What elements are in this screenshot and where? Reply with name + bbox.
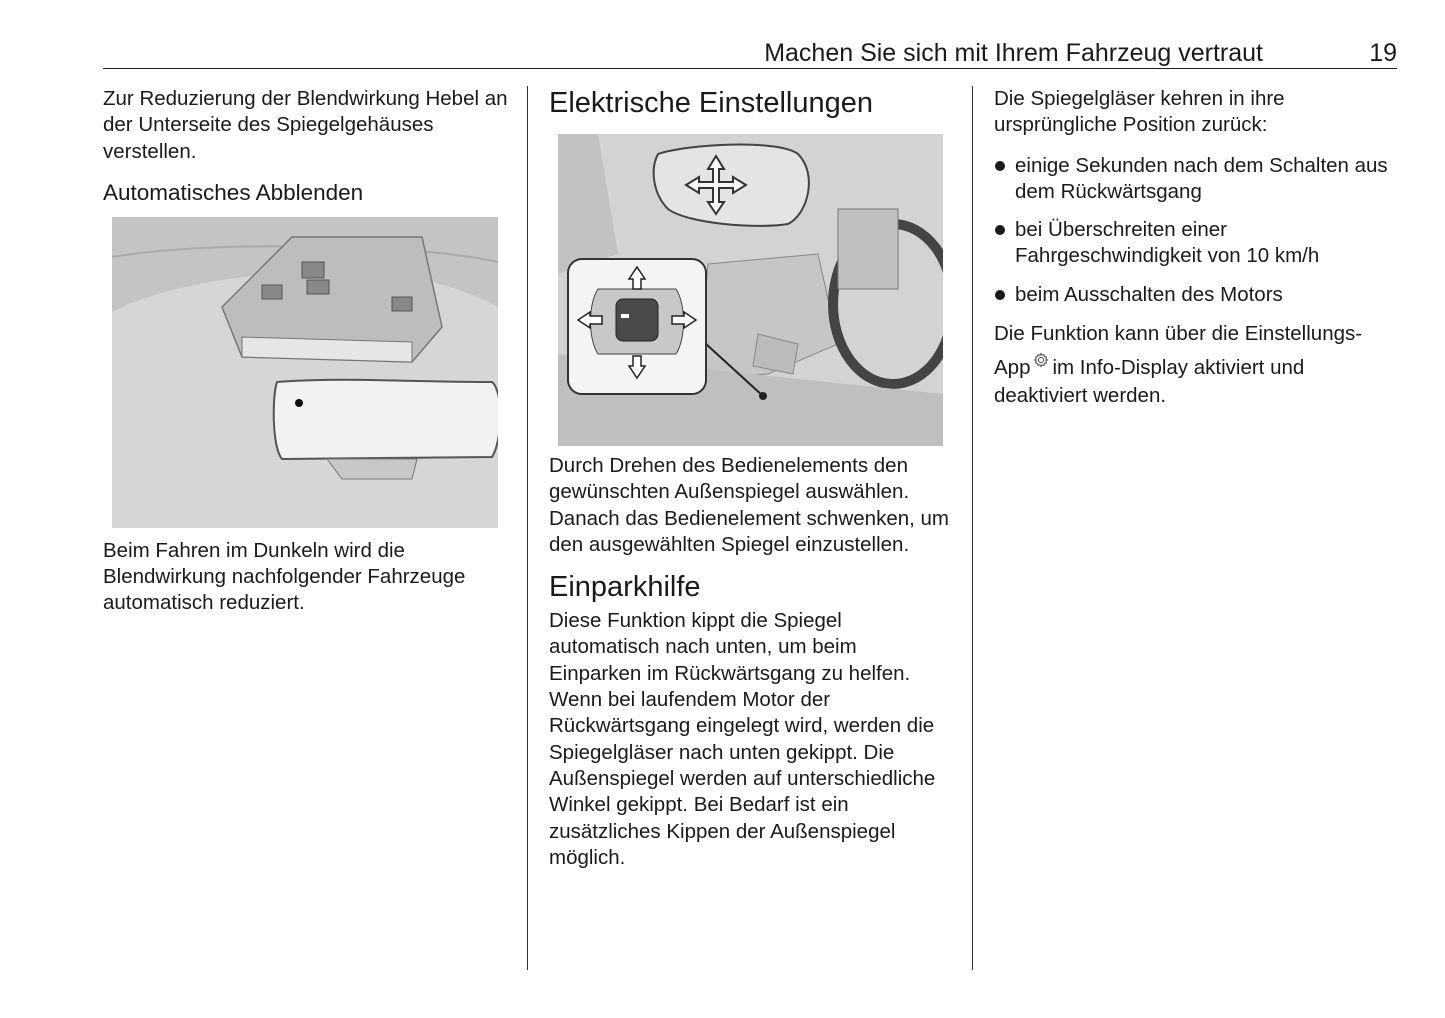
bullet-icon	[995, 161, 1005, 171]
column-left	[103, 86, 508, 617]
subheading-auto-dimming: Automatisches Abblenden	[103, 179, 364, 205]
bullet-icon	[995, 225, 1005, 235]
auto-dimming-text: Beim Fahren im Dunkeln wird die Blendwirkung nachfolgender Fahrzeuge automatisch reduziert.	[103, 538, 466, 615]
mirror-control-illustration	[558, 134, 943, 446]
column-divider	[972, 86, 973, 970]
list-item: bei Überschreiten einer Fahrgeschwindigkeit von 10 km/h	[994, 217, 1394, 270]
heading-electric-settings: Elektrische Einstellungen	[549, 87, 874, 119]
settings-app-text: Die Funktion kann über die Einstellungs-App im Info-Display aktiviert und deaktiviert werden.	[994, 322, 1363, 408]
column-right	[994, 86, 1394, 410]
rearview-mirror-illustration	[112, 217, 498, 528]
settings-gear-icon	[1033, 348, 1049, 376]
page-number: 19	[1369, 39, 1397, 67]
column-divider	[527, 86, 528, 970]
bullet-icon	[995, 290, 1005, 300]
column-middle	[549, 86, 949, 871]
electric-settings-text: Durch Drehen des Bedienelements den gewünschten Außenspiegel auswählen. Danach das Bedienelement schwenken, um den ausgewählten Spiegel einzustellen.	[549, 454, 949, 556]
list-item: beim Ausschalten des Motors	[994, 282, 1394, 308]
return-conditions-list	[994, 153, 1394, 308]
page-header	[103, 36, 1397, 69]
return-intro-text: Die Spiegelgläser kehren in ihre ursprüngliche Position zurück:	[994, 87, 1285, 137]
list-item: einige Sekunden nach dem Schalten aus dem Rückwärtsgang	[994, 153, 1394, 206]
header-title: Machen Sie sich mit Ihrem Fahrzeug vertraut	[764, 39, 1263, 67]
intro-paragraph: Zur Reduzierung der Blendwirkung Hebel an der Unterseite des Spiegelgehäuses verstellen.	[103, 87, 508, 163]
heading-parking-aid: Einparkhilfe	[549, 571, 701, 604]
parking-aid-text: Diese Funktion kippt die Spiegel automatisch nach unten, um beim Einparken im Rückwärtsgang zu helfen. Wenn bei laufendem Motor der Rückwärtsgang eingelegt wird, werden die Spiegelgläser nach unten gekippt. Die Außenspiegel werden auf unterschiedliche Winkel gekippt. Bei Bedarf ist ein zusätzliches Kippen der Außenspiegel möglich.	[549, 609, 936, 869]
